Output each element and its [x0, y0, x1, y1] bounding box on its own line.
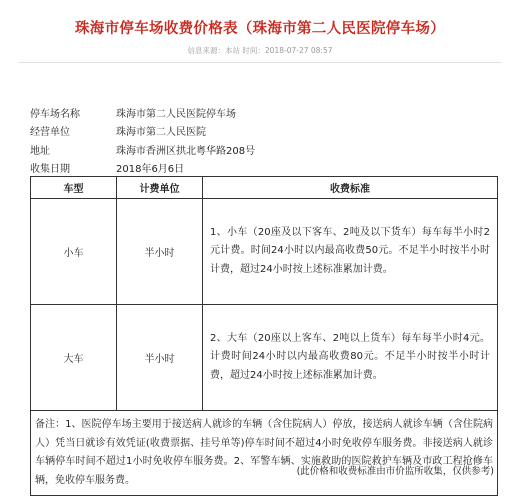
remark-row — [31, 411, 498, 496]
billing-unit: 半小时 — [117, 199, 203, 305]
header-vehicle-type: 车型 — [31, 177, 117, 199]
table-row — [31, 199, 498, 305]
table-header-row — [31, 177, 498, 199]
info-value: 珠海市第二人民医院停车场 — [116, 108, 236, 120]
billing-unit: 半小时 — [117, 305, 203, 411]
info-row-operator — [30, 122, 255, 141]
vehicle-type: 大车 — [31, 305, 117, 411]
fee-standard: 1、小车（20座及以下客车、2吨及以下货车）每车每半小时2元计费。时间24小时以内最高收费50元。不足半小时按半小时计费，超过24小时按上述标准累加计费。 — [203, 199, 498, 305]
page-title: 珠海市停车场收费价格表（珠海市第二人民医院停车场） — [75, 21, 445, 37]
info-value: 珠海市第二人民医院 — [116, 127, 206, 139]
vehicle-type: 小车 — [31, 199, 117, 305]
info-key: 地址 — [30, 145, 50, 157]
remark-text: 备注：1、医院停车场主要用于接送病人就诊的车辆（含住院病人）停放，接送病人就诊车辆（含住院病人）凭当日就诊有效凭证(收费票据、挂号单等)停车时间不超过4小时免收停车服务费。非接送病人就诊车辆停车时间不超过1小时免收停车服务费。2、军警车辆、实施救助的医院救护车辆及市政工程抢修车辆，免收停车服务费。 — [31, 411, 498, 496]
parking-info — [30, 103, 255, 177]
article-meta: 信息来源：本站 时间：2018-07-27 08:57 — [187, 46, 333, 55]
table-row — [31, 305, 498, 411]
header-billing-unit: 计费单位 — [117, 177, 203, 199]
info-key: 收集日期 — [30, 164, 70, 176]
info-value: 珠海市香洲区拱北粤华路208号 — [116, 145, 256, 157]
footnote: (此价格和收费标准由市价监所收集，仅供参考) — [296, 466, 494, 477]
info-value: 2018年6月6日 — [116, 164, 185, 176]
info-key: 停车场名称 — [30, 108, 80, 120]
header-fee-standard: 收费标准 — [203, 177, 498, 199]
fee-standard: 2、大车（20座以上客车、2吨以上货车）每车每半小时4元。计费时间24小时以内最高收费80元。不足半小时按半小时计费，超过24小时按上述标准累加计费。 — [203, 305, 498, 411]
info-row-address — [30, 140, 255, 159]
fee-table — [30, 176, 498, 496]
info-row-date — [30, 159, 255, 178]
divider — [18, 62, 502, 63]
info-row-name — [30, 103, 255, 122]
info-key: 经营单位 — [30, 127, 70, 139]
